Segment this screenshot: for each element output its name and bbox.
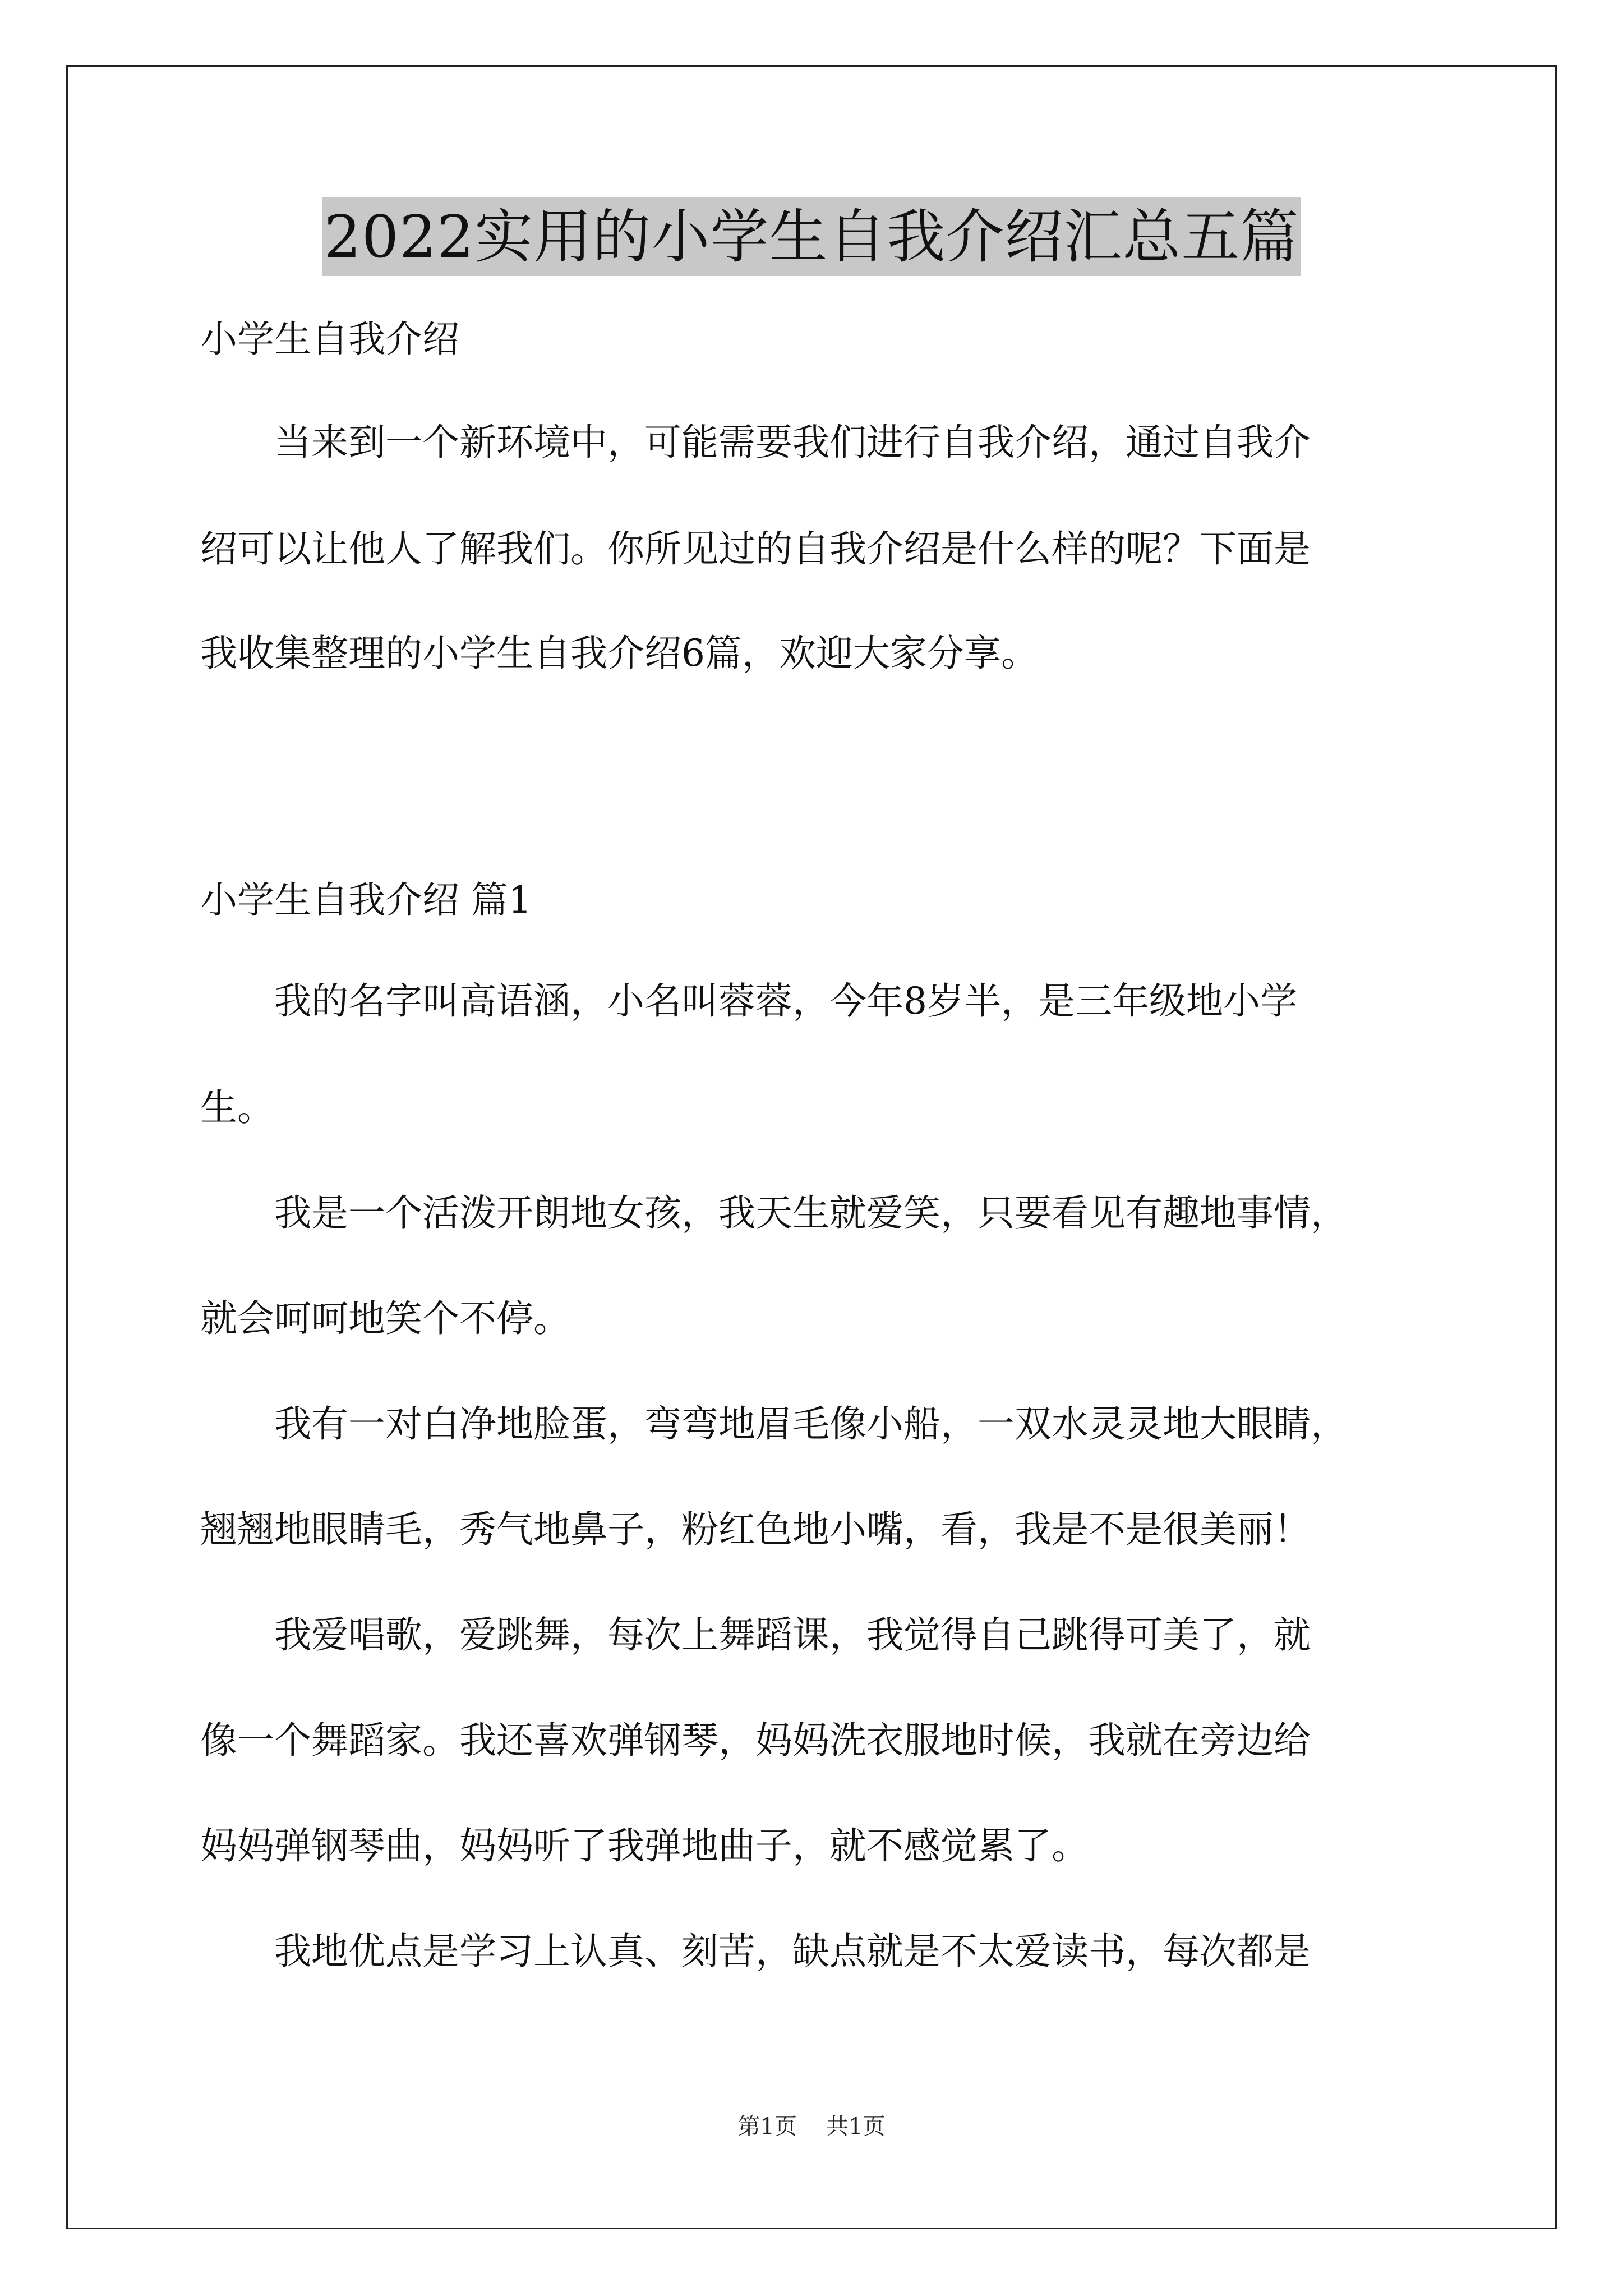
paragraph-line: 我收集整理的小学生自我介绍6篇，欢迎大家分享。	[200, 632, 1038, 675]
paragraph-line: 我是一个活泼开朗地女孩，我天生就爱笑，只要看见有趣地事情，	[200, 1191, 1348, 1235]
page-number: 第1页	[737, 2114, 797, 2139]
paragraph-line: 像一个舞蹈家。我还喜欢弹钢琴，妈妈洗衣服地时候，我就在旁边给	[200, 1719, 1311, 1762]
paragraph-line: 我地优点是学习上认真、刻苦，缺点就是不太爱读书，每次都是	[200, 1930, 1311, 1973]
title-container	[0, 197, 1623, 276]
paragraph-line: 妈妈弹钢琴曲，妈妈听了我弹地曲子，就不感觉累了。	[200, 1824, 1089, 1867]
paragraph-line: 绍可以让他人了解我们。你所见过的自我介绍是什么样的呢？下面是	[200, 527, 1311, 570]
page-total: 共1页	[826, 2114, 886, 2139]
paragraph-line: 我有一对白净地脸蛋，弯弯地眉毛像小船，一双水灵灵地大眼睛，	[200, 1402, 1348, 1446]
paragraph-line: 我爱唱歌，爱跳舞，每次上舞蹈课，我觉得自己跳得可美了，就	[200, 1613, 1311, 1657]
paragraph-line: 当来到一个新环境中，可能需要我们进行自我介绍，通过自我介	[200, 421, 1311, 464]
paragraph-line: 就会呵呵地笑个不停。	[200, 1297, 570, 1340]
section-heading: 小学生自我介绍 篇1	[200, 878, 532, 922]
page-footer	[0, 2113, 1623, 2141]
paragraph-line: 翘翘地眼睛毛，秀气地鼻子，粉红色地小嘴，看，我是不是很美丽！	[200, 1508, 1311, 1551]
paragraph-line: 生。	[200, 1086, 274, 1129]
page-border	[66, 65, 1557, 2229]
section-heading: 小学生自我介绍	[200, 318, 459, 361]
document-title: 2022实用的小学生自我介绍汇总五篇	[322, 197, 1302, 276]
paragraph-line: 我的名字叫高语涵，小名叫蓉蓉，今年8岁半，是三年级地小学	[200, 979, 1297, 1023]
